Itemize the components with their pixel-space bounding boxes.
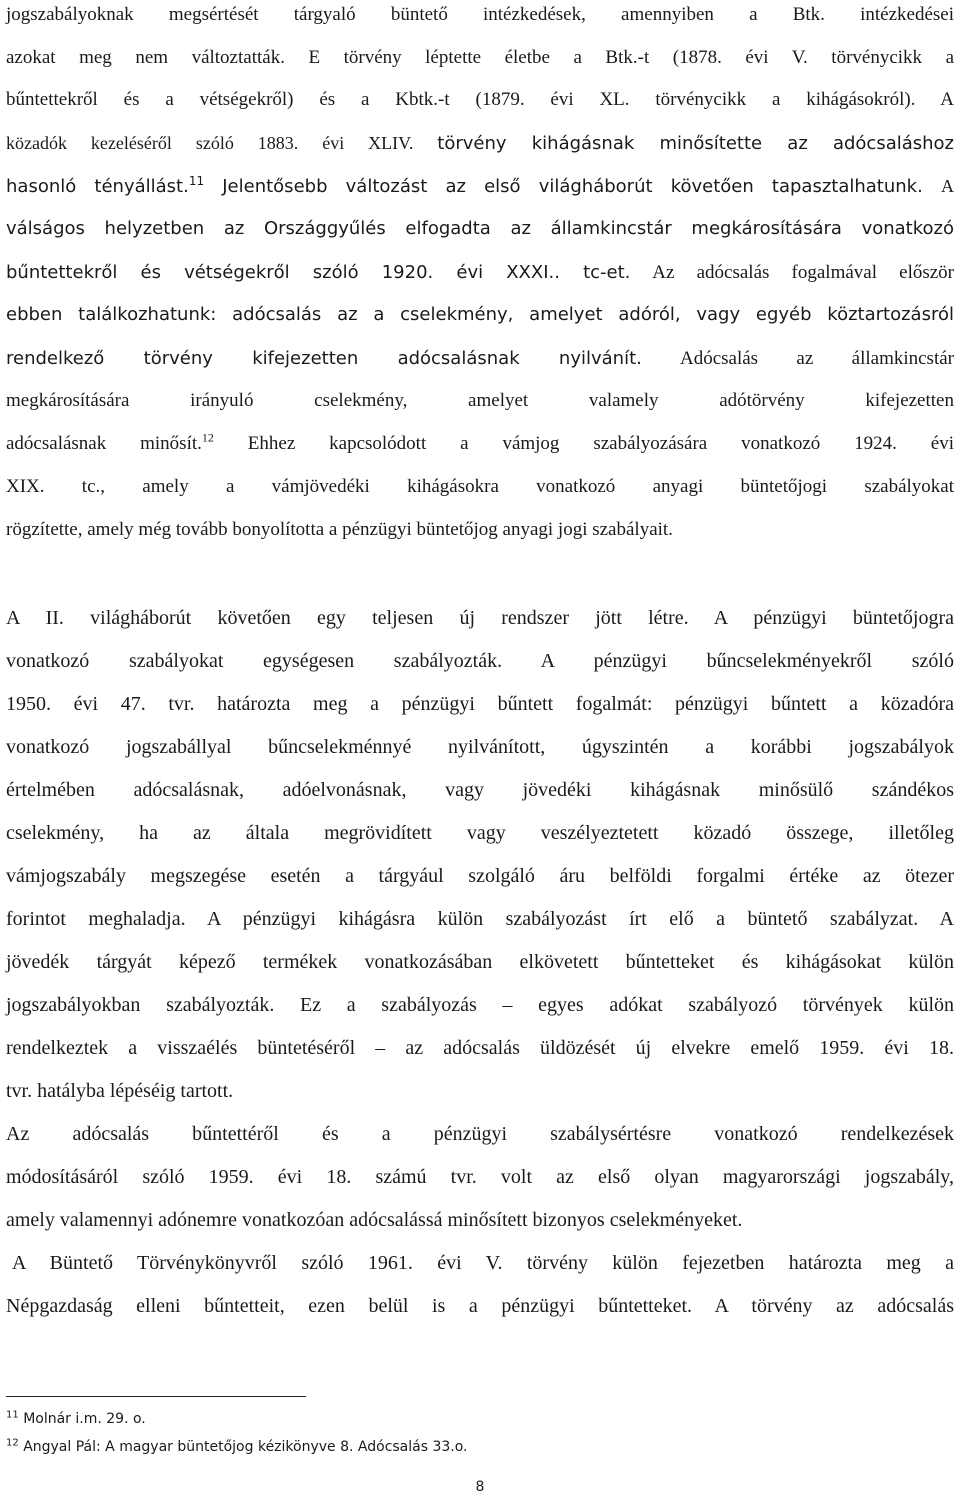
text-line: amely valamennyi adónemre vonatkozóan adócsalássá minősített bizonyos cselekményeket. — [6, 1209, 743, 1231]
text-run: adócsalásnak minősít. — [6, 433, 202, 454]
text-line: megkárosítására irányuló cselekmény, amelyet valamely adótörvény kifejezetten — [6, 390, 954, 411]
footnote — [6, 1410, 146, 1428]
text-line: A II. világháborút követően egy teljesen új rendszer jött létre. A pénzügyi büntetőjogra — [6, 607, 954, 629]
text-line: vonatkozó szabályokat egységesen szabályozták. A pénzügyi bűncselekményekről szóló — [6, 650, 954, 672]
footnote-ref: 11 — [188, 174, 205, 188]
footnote-separator — [6, 1396, 306, 1397]
text-line: válságos helyzetben az Országgyűlés elfogadta az államkincstár megkárosítására vonatkozó — [6, 218, 954, 239]
text-line: ebben találkozhatunk: adócsalás az a cselekmény, amelyet adóról, vagy egyéb köztartozásról — [6, 304, 954, 325]
text-line: Az adócsalás bűntettéről és a pénzügyi szabálysértésre vonatkozó rendelkezések — [6, 1123, 954, 1145]
text-line: jogszabályokban szabályozták. Ez a szabályozás – egyes adókat szabályozó törvények külön — [6, 994, 954, 1016]
text-run: rendelkező törvény kifejezetten adócsalásnak nyilvánít. — [6, 348, 642, 369]
text-line: vonatkozó jogszabállyal bűncselekménnyé nyilvánított, úgyszintén a korábbi jogszabályok — [6, 736, 954, 758]
page-number: 8 — [475, 1479, 485, 1495]
text-run: Az adócsalás fogalmával először — [652, 262, 955, 283]
text-run: hasonló tényállást. — [6, 176, 189, 197]
text-run: törvény kihágásnak minősítette az adócsaláshoz — [437, 133, 954, 154]
text-line: vámjogszabály megszegése esetén a tárgyául szolgáló áru belföldi forgalmi értéke az ötezer — [6, 865, 954, 887]
text-run: Jelentősebb változást az első világháborút követően tapasztalhatunk. — [222, 176, 923, 197]
text-line: jogszabályoknak megsértését tárgyaló büntető intézkedések, amennyiben a Btk. intézkedései — [6, 4, 954, 25]
footnote — [6, 1438, 468, 1456]
text-line: értelmében adócsalásnak, adóelvonásnak, vagy jövedéki kihágásnak minősülő szándékos — [6, 779, 954, 801]
text-line: Népgazdaság elleni bűntetteit, ezen belül is a pénzügyi bűntetteket. A törvény az adócsalás — [6, 1295, 954, 1317]
text-line: A Büntető Törvénykönyvről szóló 1961. évi V. törvény külön fejezetben határozta meg a — [12, 1252, 954, 1274]
text-line: bűntettekről és a vétségekről) és a Kbtk.-t (1879. évi XL. törvénycikk a kihágásokról). A — [6, 89, 954, 110]
text-line — [6, 346, 954, 371]
text-line — [6, 260, 954, 285]
footnote-number: 12 — [6, 1437, 19, 1449]
text-line: rögzítette, amely még tovább bonyolította a pénzügyi büntetőjog anyagi jogi szabályait. — [6, 519, 673, 540]
footnote-text: Molnár i.m. 29. o. — [23, 1411, 146, 1427]
text-line: XIX. tc., amely a vámjövedéki kihágásokra vonatkozó anyagi büntetőjogi szabályokat — [6, 476, 954, 497]
text-line: jövedék tárgyát képező termékek vonatkozásában elkövetett bűntetteket és kihágásokat külön — [6, 951, 954, 973]
footnote-number: 11 — [6, 1409, 19, 1421]
text-line: azokat meg nem változtatták. E törvény léptette életbe a Btk.-t (1878. évi V. törvénycikk a — [6, 47, 954, 68]
text-line: forintot meghaladja. A pénzügyi kihágásra külön szabályozást írt elő a büntető szabályzat. A — [6, 908, 954, 930]
footnote-ref: 12 — [201, 430, 214, 445]
text-run: bűntettekről és vétségekről szóló 1920. évi XXXI.. tc-et. — [6, 262, 631, 283]
text-line — [6, 432, 954, 456]
text-run: Adócsalás az államkincstár — [679, 348, 954, 369]
text-line: tvr. hatályba lépéséig tartott. — [6, 1080, 234, 1102]
text-run: Ehhez kapcsolódott a vámjog szabályozására vonatkozó 1924. évi — [247, 433, 955, 454]
footnote-text: Angyal Pál: A magyar büntetőjog kézikönyve 8. Adócsalás 33.o. — [23, 1439, 468, 1455]
text-line: cselekmény, ha az általa megrövidített vagy veszélyeztetett közadó összege, illetőleg — [6, 822, 954, 844]
text-line: 1950. évi 47. tvr. határozta meg a pénzügyi bűntett fogalmát: pénzügyi bűntett a közadóra — [6, 693, 954, 715]
text-line: rendelkeztek a visszaélés büntetéséről – az adócsalás üldözését új elvekre emelő 1959. évi 18. — [6, 1037, 954, 1059]
text-run: közadók kezeléséről szóló 1883. évi XLIV. — [6, 133, 414, 153]
text-line — [6, 174, 954, 199]
text-run: A — [941, 176, 954, 196]
text-line — [6, 131, 954, 156]
text-line: módosításáról szóló 1959. évi 18. számú tvr. volt az első olyan magyarországi jogszabály, — [6, 1166, 954, 1188]
